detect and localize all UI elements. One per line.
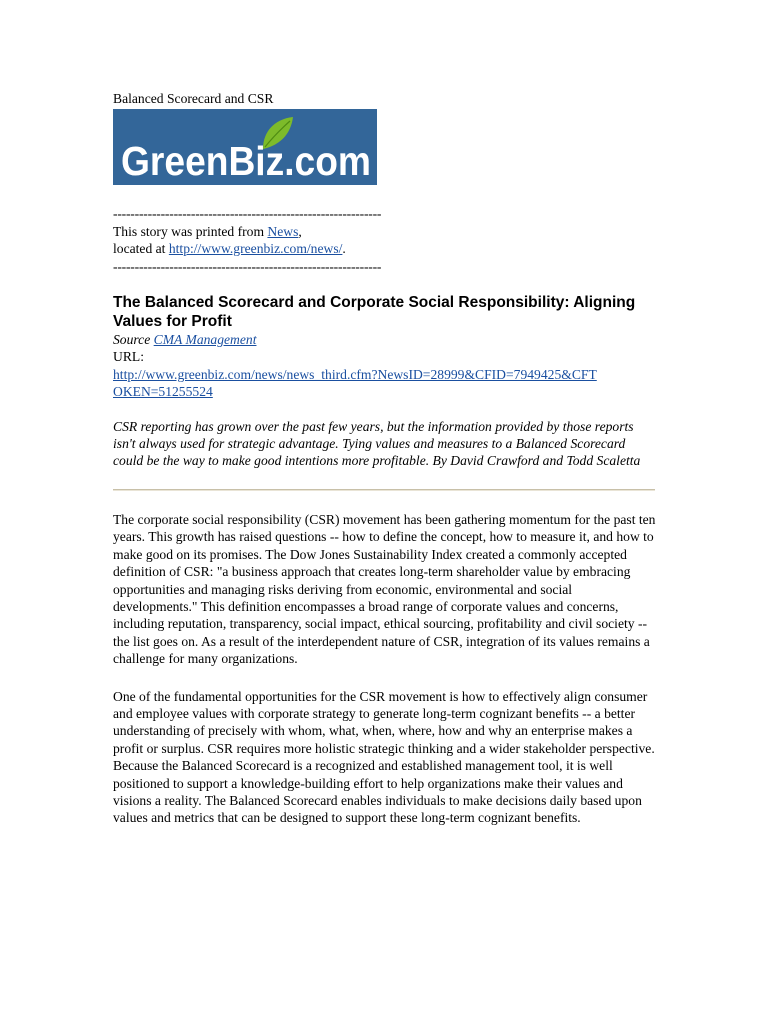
source-label: Source (113, 332, 154, 348)
printed-from-line (113, 223, 658, 240)
printed-from-prefix: This story was printed from (113, 223, 268, 239)
separator-top: -------------------------------------------------------------- (113, 206, 382, 222)
url-label: URL: (113, 349, 144, 365)
article-url-line-2: OKEN=51255524 (113, 384, 213, 400)
greenbiz-news-url-link[interactable]: http://www.greenbiz.com/news/ (168, 241, 343, 257)
horizontal-rule (113, 489, 655, 491)
article-headline: The Balanced Scorecard and Corporate Social Responsibility: Aligning Values for Profit (113, 294, 636, 331)
located-prefix: located at (113, 241, 169, 257)
printed-from-suffix: , (298, 223, 302, 239)
article-paragraph-1: The corporate social responsibility (CSR) movement has been gathering momentum for the past ten years. This growth has raised questions -- how to define the concept, how to measure it, and how to make good on its promises. The Dow Jones Sustainability Index created a commonly accepted definition of CSR: "a business approach that creates long-term shareholder value by embracing opportunities and managing risks deriving from economic, environmental and social developments." This definition encompasses a broad range of corporate values and concerns, including reputation, transparency, social impact, ethical sourcing, profitability and civil society -- the list goes on. As a result of the interdependent nature of CSR, integration of its values remains a challenge for many organizations. (113, 511, 656, 667)
greenbiz-logo (113, 109, 377, 185)
article-url-line-1: http://www.greenbiz.com/news/news_third.cfm?NewsID=28999&CFID=7949425&CFT (113, 366, 597, 382)
source-line (113, 331, 658, 348)
logo-wordmark: GreenBiz.com (121, 138, 371, 185)
article-lede: CSR reporting has grown over the past few years, but the information provided by those reports isn't always used for strategic advantage. Tying values and measures to a Balanced Scorecard could be the way to make good intentions more profitable. By David Crawford and Todd Scaletta (113, 418, 641, 469)
document-page (113, 90, 658, 827)
news-link[interactable]: News (267, 223, 299, 239)
greenbiz-logo-graphic (113, 109, 377, 185)
article-url-link[interactable] (113, 366, 658, 401)
located-at-line (113, 240, 658, 257)
source-link-cma-management[interactable]: CMA Management (153, 332, 257, 348)
document-title: Balanced Scorecard and CSR (113, 91, 274, 106)
located-suffix: . (342, 241, 346, 257)
separator-bottom: -------------------------------------------------------------- (113, 258, 382, 274)
article-paragraph-2: One of the fundamental opportunities for the CSR movement is how to effectively align consumer and employee values with corporate strategy to generate long-term cognizant benefits -- a better understanding of precisely with whom, what, when, where, how and why an enterprise makes a profit or surplus. CSR requires more holistic strategic thinking and a wider stakeholder perspective. Because the Balanced Scorecard is a recognized and established management tool, it is well positioned to support a knowledge-building effort to help organizations make their values and visions a reality. The Balanced Scorecard enables individuals to make decisions daily based upon values and metrics that can be designed to support these long-term cognizant benefits. (113, 688, 655, 826)
